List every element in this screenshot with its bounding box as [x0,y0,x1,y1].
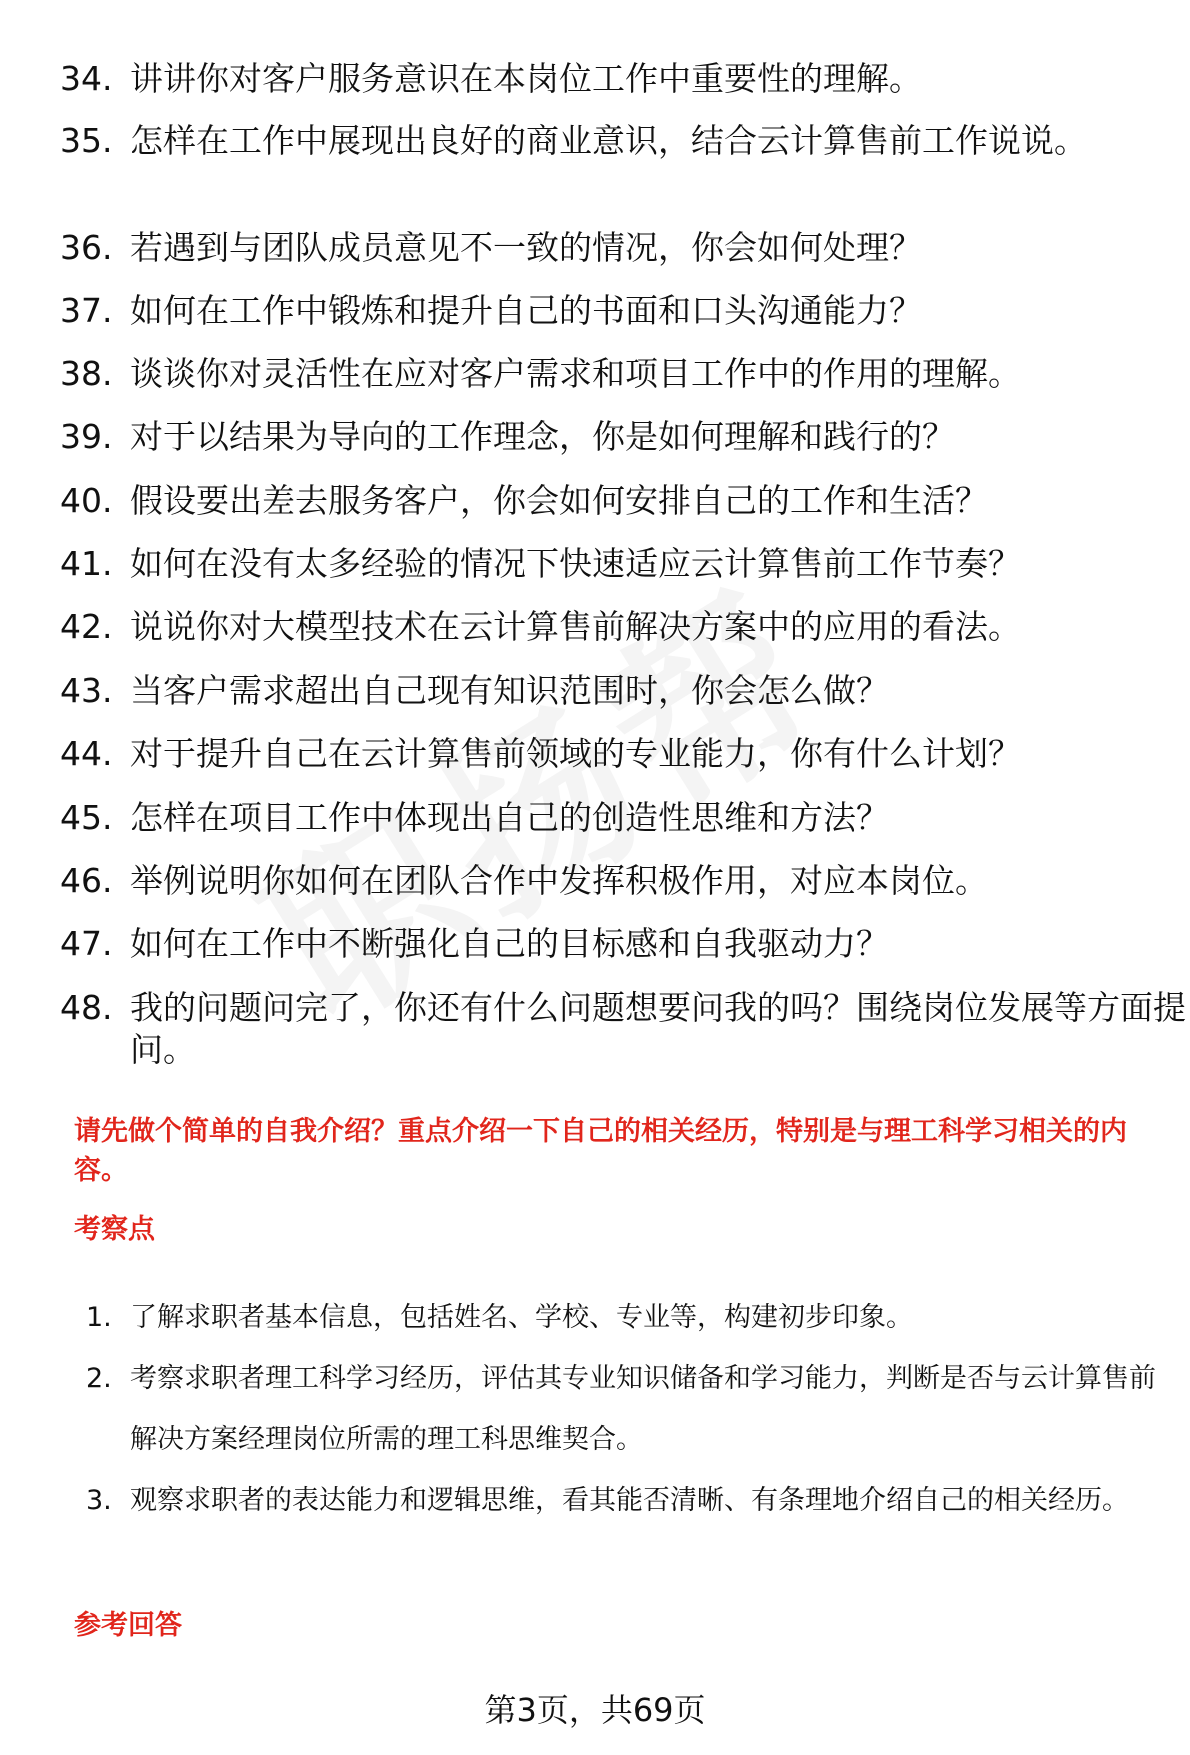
question-item [60,353,1160,395]
answer-heading: 参考回答 [74,1610,182,1641]
section-question-heading: 请先做个简单的自我介绍？重点介绍一下自己的相关经历，特别是与理工科学习相关的内容。 [74,1116,1127,1186]
question-text: 我的问题问完了，你还有什么问题想要问我的吗？围绕岗位发展等方面提问。 [130,988,1186,1069]
question-number: 44. [60,734,113,773]
question-item [60,987,1186,1071]
question-item [60,860,1160,902]
question-item [60,606,1160,648]
point-item [86,1348,1166,1470]
question-text: 对于以结果为导向的工作理念，你是如何理解和践行的？ [130,417,955,456]
question-item [60,480,1160,522]
question-number: 35. [60,121,113,160]
point-text: 观察求职者的表达能力和逻辑思维，看其能否清晰、有条理地介绍自己的相关经历。 [130,1485,1129,1516]
question-text: 当客户需求超出自己现有知识范围时，你会怎么做？ [130,671,889,710]
question-item [60,120,1160,162]
question-item [60,733,1160,775]
question-number: 39. [60,417,113,456]
point-item [86,1287,1166,1348]
question-text: 若遇到与团队成员意见不一致的情况，你会如何处理？ [130,228,922,267]
point-number: 1. [86,1302,112,1333]
page-number: 第3页，共69页 [484,1691,706,1729]
question-text: 如何在工作中不断强化自己的目标感和自我驱动力？ [130,924,889,963]
point-number: 3. [86,1485,112,1516]
question-text: 谈谈你对灵活性在应对客户需求和项目工作中的作用的理解。 [130,354,1021,393]
question-text: 怎样在工作中展现出良好的商业意识，结合云计算售前工作说说。 [130,121,1087,160]
question-number: 36. [60,228,113,267]
question-item [60,227,1160,269]
question-text: 如何在工作中锻炼和提升自己的书面和口头沟通能力？ [130,291,922,330]
question-item [60,416,1160,458]
question-text: 说说你对大模型技术在云计算售前解决方案中的应用的看法。 [130,607,1021,646]
question-item [60,290,1160,332]
question-item [60,58,1160,100]
question-item [60,797,1160,839]
question-text: 如何在没有太多经验的情况下快速适应云计算售前工作节奏？ [130,544,1021,583]
question-text: 假设要出差去服务客户，你会如何安排自己的工作和生活？ [130,481,988,520]
points-heading: 考察点 [74,1214,155,1245]
question-number: 38. [60,354,113,393]
question-number: 46. [60,861,113,900]
question-text: 怎样在项目工作中体现出自己的创造性思维和方法？ [130,798,889,837]
question-item [60,543,1160,585]
question-number: 40. [60,481,113,520]
question-number: 34. [60,59,113,98]
question-number: 48. [60,988,113,1027]
question-number: 45. [60,798,113,837]
point-number: 2. [86,1363,112,1394]
question-item [60,670,1160,712]
question-number: 37. [60,291,113,330]
question-text: 举例说明你如何在团队合作中发挥积极作用，对应本岗位。 [130,861,988,900]
question-text: 对于提升自己在云计算售前领域的专业能力，你有什么计划？ [130,734,1021,773]
point-text: 考察求职者理工科学习经历，评估其专业知识储备和学习能力，判断是否与云计算售前解决方案经理岗位所需的理工科思维契合。 [130,1363,1156,1455]
question-number: 42. [60,607,113,646]
question-item [60,923,1160,965]
point-text: 了解求职者基本信息，包括姓名、学校、专业等，构建初步印象。 [130,1302,913,1333]
point-item [86,1470,1166,1531]
question-number: 43. [60,671,113,710]
question-number: 47. [60,924,113,963]
question-text: 讲讲你对客户服务意识在本岗位工作中重要性的理解。 [130,59,922,98]
question-number: 41. [60,544,113,583]
